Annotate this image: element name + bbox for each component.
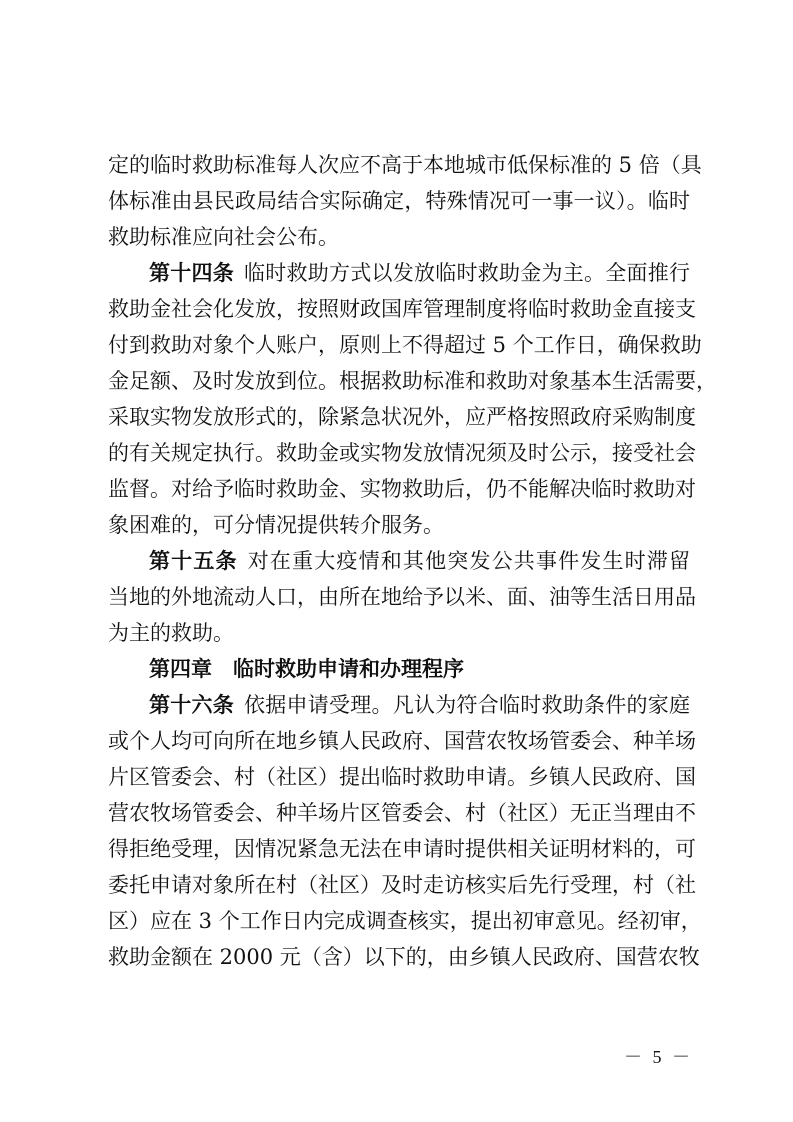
text-line: 救助金额在 2000 元（含）以下的，由乡镇人民政府、国营农牧: [108, 945, 700, 969]
text-line: 营农牧场管委会、种羊场片区管委会、村（社区）无正当理由不: [108, 801, 696, 825]
text-line: 委托申请对象所在村（社区）及时走访核实后先行受理，村（社: [108, 873, 696, 897]
text-line: 定的临时救助标准每人次应不高于本地城市低保标准的 5 倍（具: [108, 153, 702, 177]
text-line: 区）应在 3 个工作日内完成调查核实，提出初审意见。经初审，: [108, 909, 702, 933]
chapter-4-heading: 第四章 临时救助申请和办理程序: [149, 657, 464, 681]
text-line: 象困难的，可分情况提供转介服务。: [108, 513, 444, 537]
article-15-first-line: [149, 546, 690, 576]
article-14-first-line: [149, 258, 690, 288]
article-16-first-line: [149, 690, 690, 720]
text-span: 临时救助方式以发放临时救助金为主。全面推行: [244, 261, 690, 285]
text-line: 或个人均可向所在地乡镇人民政府、国营农牧场管委会、种羊场: [108, 729, 696, 753]
text-line: 付到救助对象个人账户，原则上不得超过 5 个工作日，确保救助: [108, 333, 702, 357]
text-line: 片区管委会、村（社区）提出临时救助申请。乡镇人民政府、国: [108, 765, 696, 789]
text-line: 得拒绝受理，因情况紧急无法在申请时提供相关证明材料的，可: [108, 837, 696, 861]
text-span: 依据申请受理。凡认为符合临时救助条件的家庭: [244, 693, 690, 717]
text-line: 的有关规定执行。救助金或实物发放情况须及时公示，接受社会: [108, 441, 696, 465]
text-line: 采取实物发放形式的，除紧急状况外，应严格按照政府采购制度: [108, 405, 696, 429]
text-line: 救助金社会化发放，按照财政国库管理制度将临时救助金直接支: [108, 297, 696, 321]
text-line: 金足额、及时发放到位。根据救助标准和救助对象基本生活需要，: [108, 369, 717, 393]
text-line: 为主的救助。: [108, 621, 234, 645]
text-line: 监督。对给予临时救助金、实物救助后，仍不能解决临时救助对: [108, 477, 696, 501]
text-line: 救助标准应向社会公布。: [108, 225, 339, 249]
article-15-title: 第十五条: [149, 549, 238, 573]
text-line: 当地的外地流动人口，由所在地给予以米、面、油等生活日用品: [108, 585, 696, 609]
page-number: － 5 －: [624, 1047, 693, 1067]
text-span: 对在重大疫情和其他突发公共事件发生时滞留: [247, 549, 691, 573]
text-line: 体标准由县民政局结合实际确定，特殊情况可一事一议）。临时: [108, 189, 690, 213]
article-14-title: 第十四条: [149, 261, 234, 285]
article-16-title: 第十六条: [149, 693, 234, 717]
